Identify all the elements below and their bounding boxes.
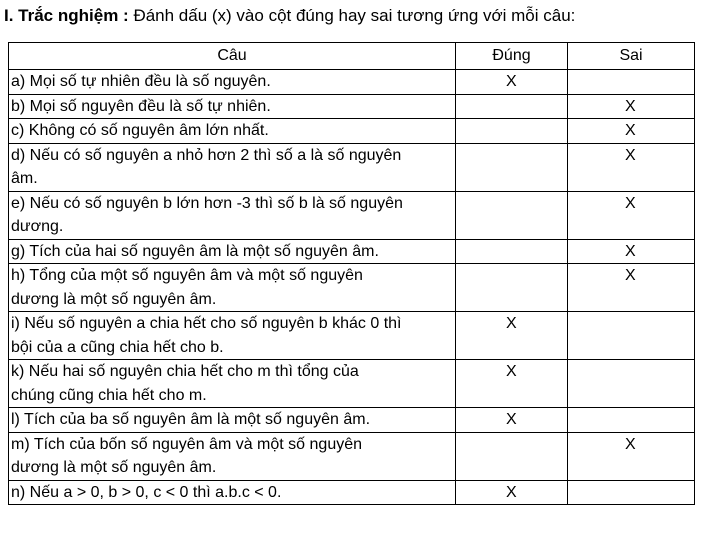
table-row — [9, 239, 695, 264]
true-mark-cell[interactable] — [456, 143, 568, 191]
table-row — [9, 143, 695, 191]
true-mark-cell[interactable] — [456, 432, 568, 480]
true-mark-cell[interactable]: X — [456, 70, 568, 95]
false-mark-cell[interactable]: X — [568, 119, 695, 144]
question-cell — [9, 191, 456, 239]
false-mark-cell[interactable] — [568, 312, 695, 360]
header-question: Câu — [9, 43, 456, 70]
table-row — [9, 119, 695, 144]
false-mark-cell[interactable]: X — [568, 143, 695, 191]
false-mark-cell[interactable] — [568, 70, 695, 95]
true-mark-cell[interactable]: X — [456, 312, 568, 360]
true-mark-cell[interactable] — [456, 239, 568, 264]
question-text-line: bội của a cũng chia hết cho b. — [11, 338, 224, 356]
question-cell — [9, 119, 456, 144]
question-text-line: chúng cũng chia hết cho m. — [11, 386, 207, 404]
false-mark-cell[interactable] — [568, 408, 695, 433]
question-cell — [9, 239, 456, 264]
question-text-line: dương là một số nguyên âm. — [11, 459, 217, 476]
table-row — [9, 264, 695, 312]
question-text-line: m) Tích của bốn số nguyên âm và một số nguyên — [11, 435, 363, 453]
question-text-line: l) Tích của ba số nguyên âm là một số nguyên âm. — [11, 411, 371, 428]
question-cell — [9, 264, 456, 312]
header-true: Đúng — [456, 43, 568, 70]
table-row — [9, 191, 695, 239]
question-text-line: c) Không có số nguyên âm lớn nhất. — [11, 122, 269, 139]
question-text-line: d) Nếu có số nguyên a nhỏ hơn 2 thì số a là số nguyên — [11, 146, 402, 164]
true-mark-cell[interactable] — [456, 191, 568, 239]
question-text-line: e) Nếu có số nguyên b lớn hơn -3 thì số b là số nguyên — [11, 194, 403, 212]
table-row — [9, 70, 695, 95]
true-mark-cell[interactable] — [456, 264, 568, 312]
table-row — [9, 94, 695, 119]
question-cell — [9, 70, 456, 95]
false-mark-cell[interactable] — [568, 480, 695, 505]
question-text-line: g) Tích của hai số nguyên âm là một số nguyên âm. — [11, 242, 379, 260]
table-row — [9, 480, 695, 505]
question-cell — [9, 432, 456, 480]
false-mark-cell[interactable]: X — [568, 191, 695, 239]
question-text-line: k) Nếu hai số nguyên chia hết cho m thì tổng của — [11, 363, 359, 380]
question-text-line: b) Mọi số nguyên đều là số tự nhiên. — [11, 97, 271, 115]
section-label: I. Trắc nghiệm : — [4, 6, 129, 25]
true-mark-cell[interactable]: X — [456, 480, 568, 505]
question-text-line: a) Mọi số tự nhiên đều là số nguyên. — [11, 73, 271, 90]
table-row — [9, 432, 695, 480]
true-mark-cell[interactable] — [456, 94, 568, 119]
table-row — [9, 312, 695, 360]
header-row — [9, 43, 695, 70]
question-cell — [9, 480, 456, 505]
question-cell — [9, 94, 456, 119]
true-mark-cell[interactable]: X — [456, 408, 568, 433]
quiz-heading — [4, 6, 575, 26]
header-false: Sai — [568, 43, 695, 70]
table-row — [9, 360, 695, 408]
false-mark-cell[interactable]: X — [568, 264, 695, 312]
question-text-line: n) Nếu a > 0, b > 0, c < 0 thì a.b.c < 0. — [11, 483, 282, 501]
question-cell — [9, 312, 456, 360]
quiz-table — [8, 42, 695, 505]
true-mark-cell[interactable] — [456, 119, 568, 144]
instruction-text: Đánh dấu (x) vào cột đúng hay sai tương ứng với mỗi câu: — [133, 6, 576, 25]
question-cell — [9, 408, 456, 433]
question-text-line: dương. — [11, 218, 64, 235]
question-text-line: i) Nếu số nguyên a chia hết cho số nguyên b khác 0 thì — [11, 315, 402, 332]
question-text-line: âm. — [11, 170, 38, 187]
question-text-line: dương là một số nguyên âm. — [11, 290, 217, 308]
question-cell — [9, 143, 456, 191]
false-mark-cell[interactable]: X — [568, 94, 695, 119]
question-text-line: h) Tổng của một số nguyên âm và một số nguyên — [11, 267, 363, 284]
false-mark-cell[interactable]: X — [568, 239, 695, 264]
question-cell — [9, 360, 456, 408]
false-mark-cell[interactable] — [568, 360, 695, 408]
true-mark-cell[interactable]: X — [456, 360, 568, 408]
table-row — [9, 408, 695, 433]
false-mark-cell[interactable]: X — [568, 432, 695, 480]
